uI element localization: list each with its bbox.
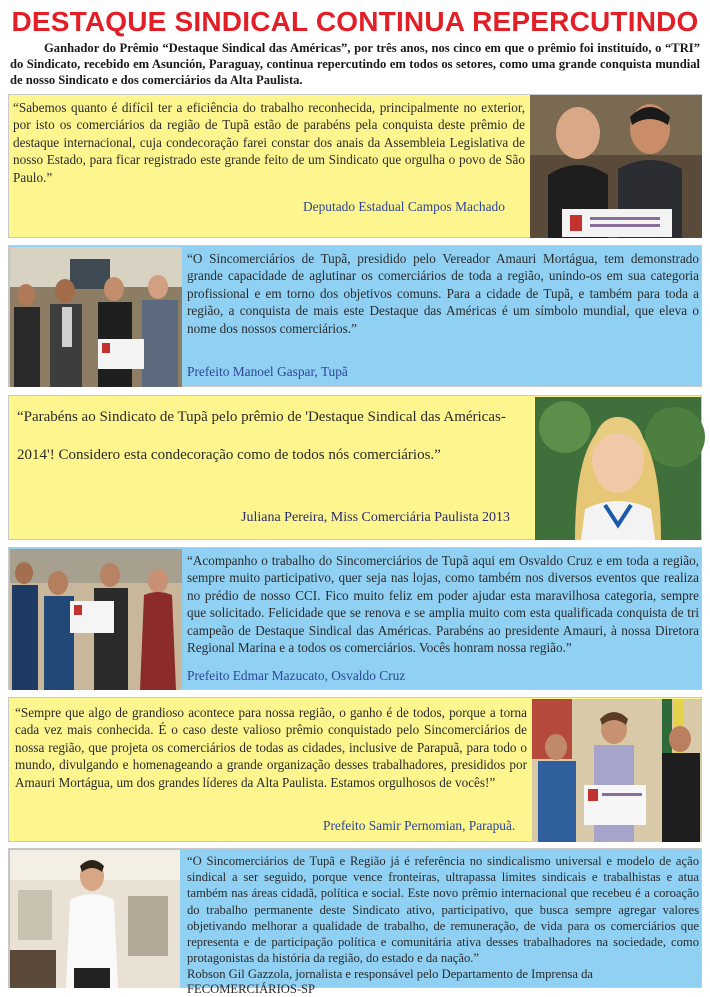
testimonial-panel-2 xyxy=(8,245,702,387)
testimonial-quote: “Sempre que algo de grandioso acontece para nossa região, o ganho é de todos, porque a torna cada vez mais conhecida. É o caso deste valioso prêmio conquistado pelo Sincomerciários de nossa região, que projeta os comerciários de todas as cidades, inclusive de Parapuã, para todo o mundo, divulgando e homenageando a grande organização desses trabalhadores, presididos por Amauri Mortágua, um dos grandes líderes da Alta Paulista. Estamos orgulhosos de vocês!” xyxy=(15,705,527,790)
photo-group-with-certificate xyxy=(10,549,182,690)
photo-three-men-with-certificate xyxy=(532,699,702,842)
testimonial-panel-4 xyxy=(8,547,702,690)
testimonial-panel-1 xyxy=(8,94,702,238)
testimonial-author: Juliana Pereira, Miss Comerciária Paulista 2013 xyxy=(241,510,511,525)
testimonial-author: Robson Gil Gazzola, jornalista e responsável pelo Departamento de Imprensa da FECOMERCIÁRIOS-SP xyxy=(187,967,594,996)
testimonial-quote-line-1: “Parabéns ao Sindicato de Tupã pelo prêmio de 'Destaque Sindical das Américas- xyxy=(17,409,506,425)
photo-man-in-white-shirt xyxy=(10,850,180,988)
photo-four-men-with-certificate xyxy=(10,247,182,387)
testimonial-panel-6 xyxy=(8,848,702,996)
testimonial-author: Prefeito Edmar Mazucato, Osvaldo Cruz xyxy=(187,668,406,683)
page-headline: DESTAQUE SINDICAL CONTINUA REPERCUTINDO xyxy=(11,6,699,37)
testimonial-quote: “O Sincomerciários de Tupã, presidido pelo Vereador Amauri Mortágua, tem demonstrado grande capacidade de aglutinar os comerciários de toda a região, unindo-os em sua categoria profissional e em torno dos objetivos comuns. Para a cidade de Tupã, e também para toda a região, a conquista de mais este Destaque das Américas é um símbolo mundial, que eleva o nome dos nossos comerciários.” xyxy=(187,251,699,336)
photo-blonde-woman-portrait xyxy=(535,397,701,540)
testimonial-author: Deputado Estadual Campos Machado xyxy=(303,199,505,214)
testimonial-author: Prefeito Samir Pernomian, Parapuã. xyxy=(323,818,516,833)
testimonial-author: Prefeito Manoel Gaspar, Tupã xyxy=(187,364,348,379)
photo-two-men-with-award xyxy=(530,95,702,238)
intro-paragraph: Ganhador do Prêmio “Destaque Sindical das Américas”, por três anos, nos cinco em que o prêmio foi instituído, o “TRI” do Sindicato, recebido em Asunción, Paraguay, continua repercutindo em todos os setores, como uma grande conquista mundial de nosso Sindicato e dos comerciários da Alta Paulista. xyxy=(10,41,700,87)
testimonial-panel-5 xyxy=(8,697,702,842)
testimonial-quote: “O Sincomerciários de Tupã e Região já é referência no sindicalismo universal e modelo de ação sindical a ser seguido, porque vence fronteiras, ultrapassa limites sindicais e trabalhistas e atua também nas áreas cidadã, política e social. Este novo prêmio internacional que recebeu é a coroação do trabalho permanente deste Sindicato ativo, participativo, que busca sempre agregar valores objetivando melhorar a qualidade de trabalho, de remuneração, de vida para os comerciários que representa e de participação política e comunitária ativa desses trabalhadores na sociedade, como protagonistas da história da região, do estado e da nação.” xyxy=(187,854,699,966)
testimonial-panel-3 xyxy=(8,395,702,540)
testimonial-quote-line-2: 2014'! Considero esta condecoração como de todos nós comerciários.” xyxy=(17,447,441,463)
testimonial-quote: “Acompanho o trabalho do Sincomerciários de Tupã aqui em Osvaldo Cruz e em toda a região, sempre muito participativo, quer seja nas lojas, como também nos diversos eventos que realiza no prédio de nosso CCI. Fico muito feliz em poder ajudar esta maravilhosa categoria, sempre que solicitado. Felicidade que se renova e se amplia muito com esta qualificada conquista de tri campeão de Destaque Sindical das Américas. Parabéns ao presidente Amauri, à nossa Diretora Regional Marina e a todos os comerciários. Vocês honram nossa região.” xyxy=(187,553,699,656)
testimonial-quote: “Sabemos quanto é difícil ter a eficiência do trabalho reconhecida, principalmente no exterior, por isto os comerciários da região de Tupã estão de parabéns pela conquista deste prêmio de destaque internacional, cuja condecoração farei constar dos anais da Assembleia Legislativa de nosso Estado, para ficar registrado este grande feito de um Sindicato que orgulha o povo de São Paulo.” xyxy=(13,100,525,185)
